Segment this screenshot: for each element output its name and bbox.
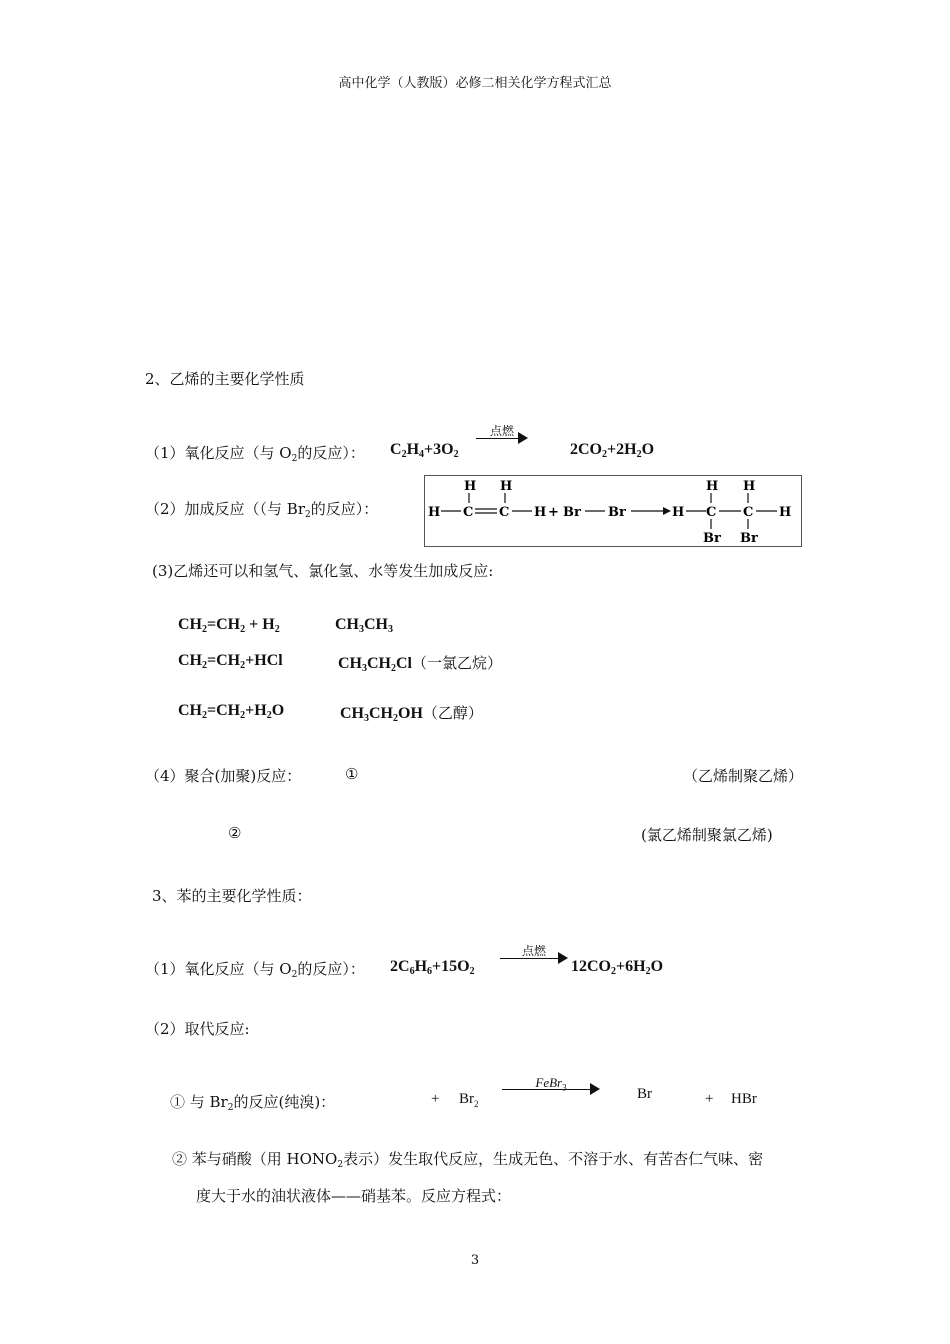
eq-hcl-product: $CH_3CH_2Cl$（一氯乙烷） bbox=[338, 654, 503, 674]
atom-H: H bbox=[779, 505, 792, 520]
benzene-substitution-label: （2）取代反应: bbox=[145, 1020, 250, 1038]
atom-H: H bbox=[672, 505, 685, 520]
ignite-condition: 点燃 bbox=[521, 944, 546, 958]
eq-hydration-product: $CH_3CH_2OH$（乙醇） bbox=[340, 704, 483, 724]
benzene-oxidation-label: （1）氧化反应（与 $O_2$的反应）： bbox=[145, 960, 365, 980]
bromination-plus-2: + bbox=[705, 1091, 714, 1107]
eq-hydrogenation-reactants: $CH_2=CH_2 + H_2$ bbox=[178, 616, 280, 635]
chloroethane-note: （一氯乙烷） bbox=[412, 654, 503, 672]
polymer-note-2: (氯乙烯制聚氯乙烯) bbox=[641, 826, 773, 844]
ethylene-addition-label: （2）加成反应（（与 $Br_2$的反应）： bbox=[145, 500, 379, 520]
benzene-oxidation-products: $12CO_2+6H_2O$ bbox=[571, 958, 664, 977]
polymer-item-1-marker: ① bbox=[345, 765, 359, 783]
atom-C: C bbox=[743, 505, 754, 520]
eq-hcl-reactants: $CH_2=CH_2+HCl$ bbox=[178, 652, 283, 671]
plus-sign: + bbox=[548, 505, 559, 520]
atom-C: C bbox=[463, 505, 474, 520]
ethylene-bromine-structure-image bbox=[424, 475, 802, 547]
atom-H: H bbox=[428, 505, 441, 520]
ignite-condition: 点燃 bbox=[489, 424, 514, 438]
ethylene-oxidation-products: $2CO_2+2H_2O$ bbox=[570, 441, 655, 460]
ethylene-oxidation-label: （1）氧化反应（与 $O_2$的反应）： bbox=[145, 444, 365, 464]
eq-hydrogenation-product: $CH_3CH_3$ bbox=[335, 616, 393, 635]
bromination-plus-1: + bbox=[431, 1091, 440, 1107]
nitration-text-line-2: 度大于水的油状液体——硝基苯。反应方程式： bbox=[196, 1187, 512, 1205]
ethanol-note: （乙醇） bbox=[422, 704, 483, 722]
benzene-oxidation-reactants: $2C_6H_6+15O_2$ bbox=[390, 958, 475, 977]
hbr-product: HBr bbox=[731, 1091, 757, 1107]
atom-Br: Br bbox=[703, 531, 721, 546]
nitration-text-line-1: ② 苯与硝酸（用 $HONO_2$表示）发生取代反应，生成无色、不溶于水、有苦杏仁气味、密 bbox=[172, 1150, 764, 1170]
atom-H: H bbox=[743, 479, 756, 494]
atom-H: H bbox=[706, 479, 719, 494]
febr3-catalyst: FeBr$_3$ bbox=[535, 1075, 567, 1093]
ethylene-other-addition-text: (3)乙烯还可以和氢气、氯化氢、水等发生加成反应: bbox=[152, 562, 494, 580]
section-benzene-heading: 3、苯的主要化学性质： bbox=[152, 887, 312, 905]
page-header-title: 高中化学（人教版）必修二相关化学方程式汇总 bbox=[338, 76, 612, 91]
bromobenzene-substituent: Br bbox=[637, 1086, 652, 1102]
atom-H: H bbox=[464, 479, 477, 494]
bromination-label: ① 与 $Br_2$的反应(纯溴)： bbox=[170, 1093, 336, 1113]
bromination-arrow bbox=[502, 1075, 600, 1095]
atom-C: C bbox=[499, 505, 510, 520]
bromination-reagent: $Br_2$ bbox=[459, 1091, 479, 1109]
atom-Br: Br bbox=[563, 505, 581, 520]
combustion-arrow bbox=[476, 424, 528, 444]
atom-H: H bbox=[500, 479, 513, 494]
ethylene-polymer-label: （4）聚合(加聚)反应： bbox=[145, 767, 302, 785]
structural-formula-svg bbox=[425, 476, 801, 546]
atom-C: C bbox=[706, 505, 717, 520]
atom-Br: Br bbox=[740, 531, 758, 546]
section-ethylene-heading: 2、乙烯的主要化学性质 bbox=[145, 370, 305, 388]
atom-Br: Br bbox=[608, 505, 626, 520]
ethylene-oxidation-reactants: $C_2H_4+3O_2$ bbox=[390, 441, 459, 460]
polymer-note-1: （乙烯制聚乙烯） bbox=[683, 767, 804, 785]
polymer-item-2-marker: ② bbox=[228, 824, 242, 842]
combustion-arrow bbox=[500, 944, 568, 964]
atom-H: H bbox=[534, 505, 547, 520]
page-number: 3 bbox=[470, 1253, 480, 1268]
eq-hydration-reactants: $CH_2=CH_2+H_2O$ bbox=[178, 702, 285, 721]
